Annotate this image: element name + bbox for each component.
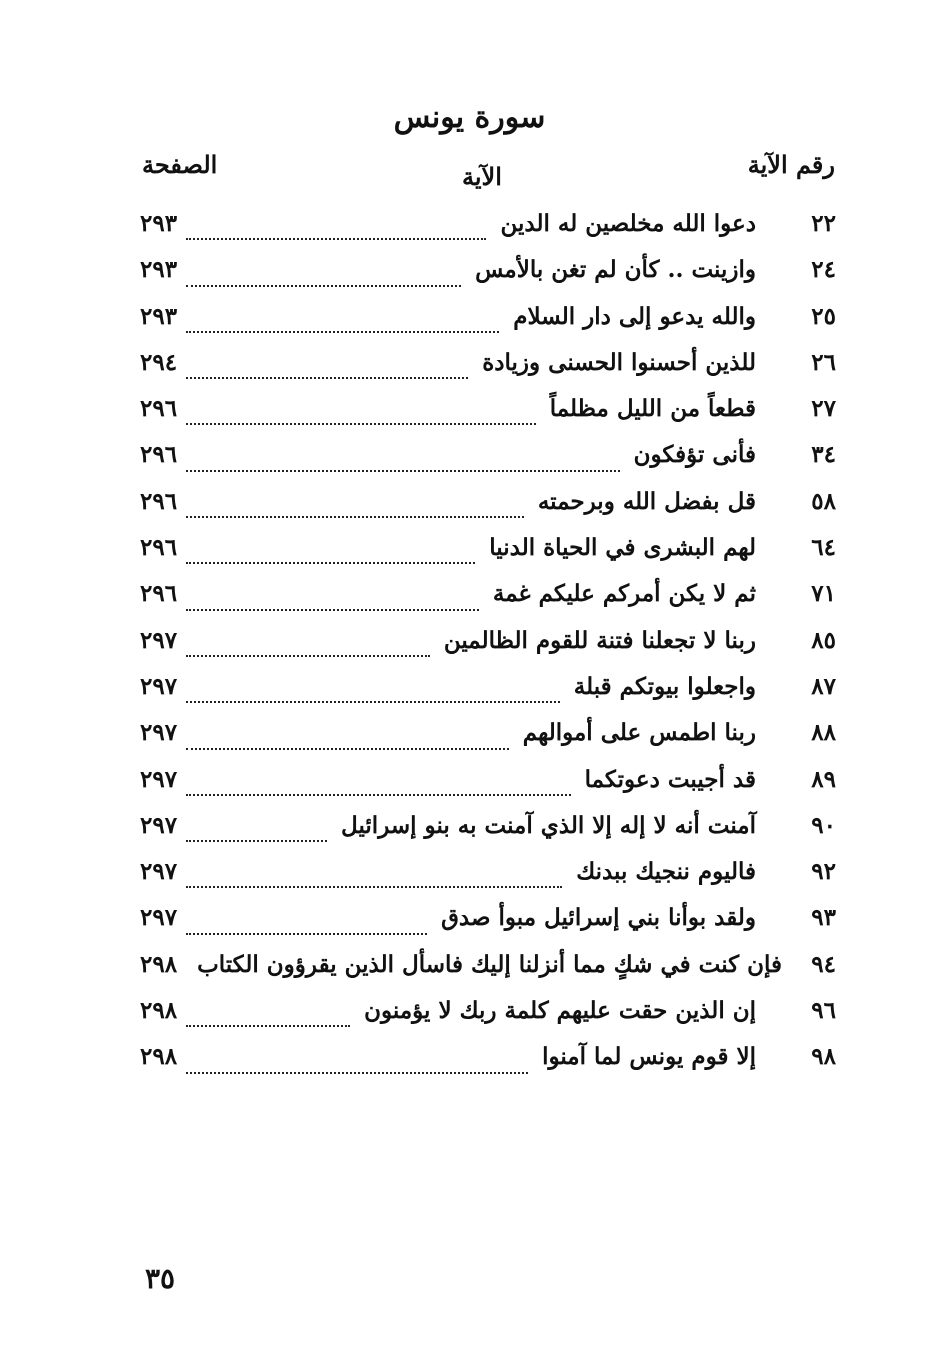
header-verse: الآية: [462, 162, 502, 191]
verse-text: آمنت أنه لا إله إلا الذي آمنت به بنو إسرائيل: [341, 811, 756, 839]
page-reference: ٢٩٦: [140, 441, 178, 469]
page-reference: ٢٩٦: [140, 395, 178, 423]
dot-leader: [186, 423, 536, 425]
page-reference: ٢٩٨: [140, 997, 178, 1025]
verse-number: ٨٥: [811, 626, 836, 654]
index-entry: [140, 1043, 838, 1089]
verse-index-list: [140, 210, 838, 1090]
page-reference: ٢٩٣: [140, 302, 178, 330]
index-entry: [140, 303, 838, 349]
verse-text: فاليوم ننجيك ببدنك: [576, 858, 756, 886]
verse-number: ٢٧: [811, 395, 836, 423]
index-entry: [140, 441, 838, 487]
verse-text: وازينت .. كأن لم تغن بالأمس: [475, 256, 756, 284]
verse-number: ٩٣: [811, 904, 836, 932]
page-reference: ٢٩٦: [140, 487, 178, 515]
index-entry: [140, 904, 838, 950]
dot-leader: [186, 331, 499, 333]
header-page: الصفحة: [142, 150, 218, 179]
verse-text: قل بفضل الله وبرحمته: [537, 487, 756, 515]
page-reference: ٢٩٧: [140, 811, 178, 839]
verse-text: فأنى تؤفكون: [633, 441, 756, 469]
verse-number: ٨٨: [811, 719, 836, 747]
dot-leader: [186, 933, 427, 935]
index-entry: [140, 210, 838, 256]
page-reference: ٢٩٧: [140, 672, 178, 700]
verse-number: ٩٦: [811, 997, 836, 1025]
index-entry: [140, 673, 838, 719]
index-entry: [140, 534, 838, 580]
verse-number: ٢٦: [811, 348, 836, 376]
verse-text: إلا قوم يونس لما آمنوا: [542, 1043, 756, 1071]
dot-leader: [186, 377, 468, 379]
dot-leader: [186, 794, 571, 796]
verse-number: ٩٢: [811, 858, 836, 886]
dot-leader: [186, 562, 475, 564]
verse-text: لهم البشرى في الحياة الدنيا: [489, 534, 756, 562]
verse-number: ٢٢: [811, 210, 836, 237]
index-entry: [140, 580, 838, 626]
header-verse-number: رقم الآية: [747, 150, 835, 179]
page-reference: ٢٩٨: [140, 1043, 178, 1071]
verse-text: ثم لا يكن أمركم عليكم غمة: [492, 580, 756, 608]
index-entry: [140, 766, 838, 812]
dot-leader: [186, 285, 461, 287]
verse-number: ٧١: [811, 580, 836, 608]
verse-number: ٩٨: [811, 1043, 836, 1071]
verse-number: ٨٩: [811, 765, 836, 793]
verse-text: قطعاً من الليل مظلماً: [549, 395, 756, 423]
index-entry: [140, 395, 838, 441]
verse-text: فإن كنت في شكٍ مما أنزلنا إليك فاسأل الذين يقرؤون الكتاب: [197, 950, 783, 978]
verse-text: دعوا الله مخلصين له الدين: [500, 210, 756, 237]
index-entry: [140, 256, 838, 302]
dot-leader: [186, 238, 486, 240]
page-reference: ٢٩٦: [140, 534, 178, 562]
verse-text: للذين أحسنوا الحسنى وزيادة: [482, 348, 756, 376]
dot-leader: [186, 840, 327, 842]
dot-leader: [186, 609, 479, 611]
index-entry: [140, 997, 838, 1043]
verse-number: ٨٧: [811, 672, 836, 700]
page-reference: ٢٩٨: [140, 950, 178, 978]
index-entry: [140, 719, 838, 765]
dot-leader: [186, 516, 524, 518]
page-reference: ٢٩٣: [140, 256, 178, 284]
dot-leader: [186, 470, 620, 472]
verse-number: ٦٤: [811, 534, 836, 562]
page-number: ٣٥: [145, 1262, 176, 1295]
page-reference: ٢٩٧: [140, 626, 178, 654]
index-entry: [140, 951, 838, 997]
page-reference: ٢٩٧: [140, 719, 178, 747]
verse-number: ٣٤: [811, 441, 836, 469]
page-reference: ٢٩٧: [140, 765, 178, 793]
dot-leader: [186, 886, 562, 888]
page-reference: ٢٩٤: [140, 348, 178, 376]
dot-leader: [186, 701, 560, 703]
page-reference: ٢٩٧: [140, 904, 178, 932]
verse-text: ولقد بوأنا بني إسرائيل مبوأ صدق: [441, 904, 756, 932]
surah-title: سورة يونس: [393, 100, 546, 135]
index-entry: [140, 488, 838, 534]
dot-leader: [186, 1072, 528, 1074]
verse-text: ربنا لا تجعلنا فتنة للقوم الظالمين: [443, 626, 756, 654]
page-reference: ٢٩٧: [140, 858, 178, 886]
index-entry: [140, 349, 838, 395]
index-entry: [140, 812, 838, 858]
verse-number: ٥٨: [811, 487, 836, 515]
dot-leader: [186, 748, 509, 750]
verse-text: إن الذين حقت عليهم كلمة ربك لا يؤمنون: [364, 997, 756, 1025]
verse-number: ٩٠: [811, 811, 836, 839]
page-reference: ٢٩٣: [140, 210, 178, 237]
verse-number: ٢٥: [811, 302, 836, 330]
verse-text: واجعلوا بيوتكم قبلة: [573, 672, 756, 700]
verse-text: قد أجيبت دعوتكما: [584, 765, 756, 793]
verse-number: ٢٤: [811, 256, 836, 284]
index-entry: [140, 627, 838, 673]
verse-text: ربنا اطمس على أموالهم: [522, 719, 756, 747]
index-entry: [140, 858, 838, 904]
dot-leader: [186, 655, 430, 657]
dot-leader: [186, 1025, 350, 1027]
verse-number: ٩٤: [811, 950, 836, 978]
page-reference: ٢٩٦: [140, 580, 178, 608]
verse-text: والله يدعو إلى دار السلام: [513, 302, 756, 330]
